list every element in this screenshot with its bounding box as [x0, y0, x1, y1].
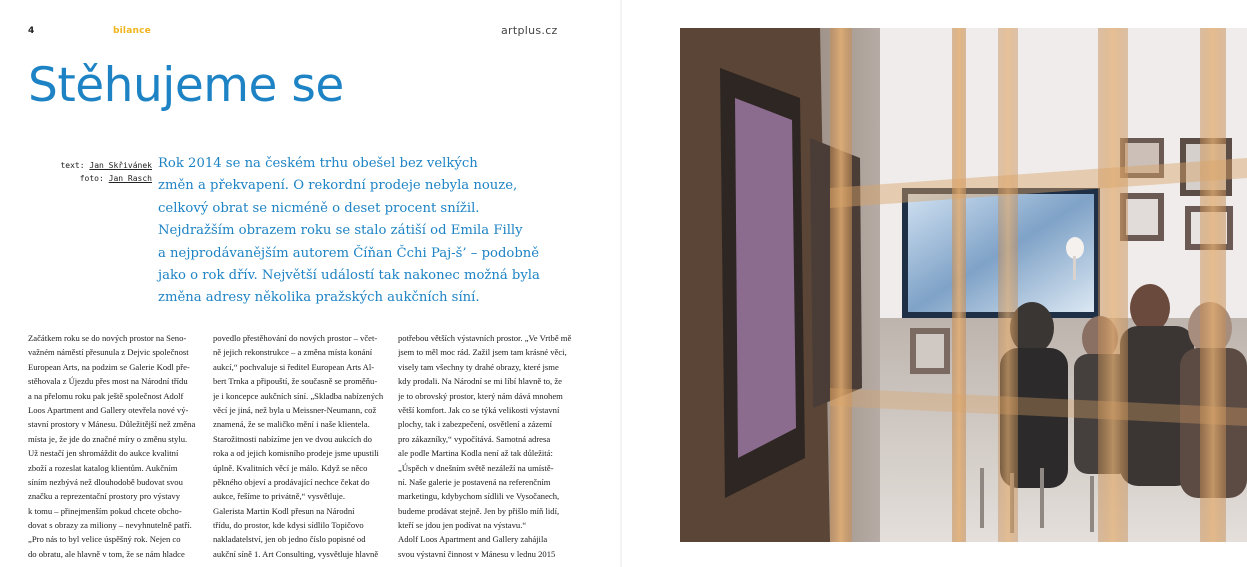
body-line: je to obrovský prostor, který nám dává mnohem [398, 390, 563, 401]
site-url: artplus.cz [501, 24, 558, 37]
body-line: větší komfort. Jak co se týká velikosti výstavní [398, 404, 560, 415]
body-line: aukcí,“ pochvaluje si ředitel European Arts Al- [213, 361, 375, 372]
body-line: kteří se jdou jen podívat na výstavu.“ [398, 520, 527, 531]
body-column-1 [28, 331, 203, 561]
article-title: Stěhujeme se [28, 58, 344, 113]
photo-illustration [680, 28, 1247, 542]
lead-line: jako o rok dřív. Největší událostí tak nakonec možná byla [158, 268, 540, 284]
body-line: povedlo přestěhování do nových prostor – včet- [213, 333, 378, 343]
text-credit-author: Jan Skřivánek [89, 161, 152, 170]
body-line: potřebou větších výstavních prostor. „Ve Vrtbě mě [398, 333, 572, 343]
body-line: Adolf Loos Apartment and Gallery zahájila [398, 534, 548, 545]
photo-credit-author: Jan Rasch [108, 174, 152, 183]
body-line: je i koncepce aukčních síní. „Skladba nabízených [213, 390, 384, 401]
body-line: „Pro nás to byl velice úspěšný rok. Nejen co [28, 534, 181, 545]
body-column-2 [213, 331, 388, 561]
body-line: marketingu, kdybychom sídlili ve Vysočanech, [398, 491, 560, 502]
body-line: visely tam všechny ty drahé obrazy, které jsme [398, 361, 559, 372]
body-column-3 [398, 331, 573, 561]
body-line: znamená, že se maličko mění i naše klientela. [213, 419, 370, 430]
body-line: úplně. Kvalitních věcí je málo. Když se něco [213, 462, 368, 473]
body-line: „Úspěch v dnešním světě nezáleží na umístě- [398, 462, 554, 473]
body-line: jsem to měl moc rád. Zažil jsem tam krásné věci, [398, 347, 567, 358]
body-line: Starožitnosti nabízíme jen ve dvou aukcích do [213, 433, 372, 444]
article-credits [40, 159, 152, 185]
body-line: zboží a rozeslat katalog klientům. Aukčním [28, 462, 178, 473]
body-line: Galerista Martin Kodl přesun na Národní [213, 505, 355, 516]
body-line: aukční síně 1. Art Consulting, vysvětluje hlavně [213, 548, 379, 559]
body-line: European Arts, na podzim se Galerie Kodl pře- [28, 361, 190, 372]
body-line: bert Trnka a připouští, že současně se proměňu- [213, 376, 378, 387]
text-credit-label: text: [60, 161, 85, 170]
body-line: dovat s obrazy za miliony – nevyhnutelně patří. [28, 520, 192, 531]
page-gutter [620, 0, 622, 567]
body-line: místa je, že jde do značné míry o změnu stylu. [28, 433, 188, 444]
lead-line: a nejprodávanějším autorem Číňan Čchi Paj-š’ – podobně [158, 245, 540, 261]
body-line: věcí je jiná, než byla u Meissner-Neumann, což [213, 404, 377, 415]
body-line: a na přelomu roku pak ještě společnost Adolf [28, 390, 184, 401]
lead-line: Nejdražším obrazem roku se stalo zátiší od Emila Filly [158, 223, 523, 239]
body-line: Začátkem roku se do nových prostor na Seno- [28, 333, 187, 343]
body-line: stavní prostory v Mánesu. Důležitější než změna [28, 419, 196, 430]
text-credit [40, 159, 152, 172]
lead-line: změn a překvapení. O rekordní prodeje nebyla nouze, [158, 178, 518, 194]
body-line: ně jejich rekonstrukce – a změna místa konání [213, 347, 373, 358]
body-line: svou výstavní činnost v Mánesu v lednu 2015 [398, 548, 556, 559]
page-number: 4 [28, 26, 35, 36]
lead-line: celkový obrat se nicméně o deset procent snížil. [158, 200, 480, 216]
photo-credit-label: foto: [79, 174, 104, 183]
body-line: Loos Apartment and Gallery otevřela nové vý- [28, 404, 189, 415]
body-line: třídu, do prostor, kde kdysi sídlilo Topičovo [213, 520, 364, 531]
body-line: plochy, tak i zabezpečení, osvětlení a zázemí [398, 419, 553, 430]
body-line: ale podle Martina Kodla není až tak důležitá: [398, 448, 553, 459]
body-line: pěkného objeví a prodávající nechce čekat do [213, 476, 370, 487]
body-line: kdy prodali. Na Národní se mi líbí hlavně to, že [398, 376, 562, 387]
lead-line: změna adresy několika pražských aukčních síní. [158, 290, 480, 306]
auction-hall-photo [680, 28, 1247, 542]
left-page [0, 0, 612, 567]
section-label: bilance [113, 26, 151, 36]
photo-credit [40, 172, 152, 185]
body-line: aukce, řešíme to privátně,“ vysvětluje. [213, 491, 345, 502]
body-line: nakladatelství, jen ob jedno číslo popisné od [213, 534, 366, 545]
body-line: važném náměstí přesunula z Dejvic společnost [28, 347, 189, 358]
body-line: roka a od jejich komisního prodeje jsme upustili [213, 448, 379, 459]
body-line: pro zákazníky,“ vypočítává. Samotná adresa [398, 433, 551, 444]
body-line: do obratu, ale hlavně v tom, že se nám hladce [28, 548, 185, 559]
body-line: stěhovala z Újezdu přes most na Národní třídu [28, 376, 188, 387]
body-line: značku a reprezentační prostory pro výstavy [28, 491, 180, 502]
body-line: síním nezbývá než dlouhodobě budovat svou [28, 476, 183, 487]
body-line: budeme prodávat stejně. Jen by přišlo míň lidí, [398, 505, 560, 516]
body-line: Už nestačí jen shromáždit do aukce kvalitní [28, 448, 179, 459]
body-line: ní. Naše galerie je postavená na referenčním [398, 476, 551, 487]
body-line: k tomu – přinejmenším pokud chcete obcho- [28, 505, 182, 516]
article-lead [158, 153, 578, 310]
lead-line: Rok 2014 se na českém trhu obešel bez velkých [158, 156, 478, 171]
